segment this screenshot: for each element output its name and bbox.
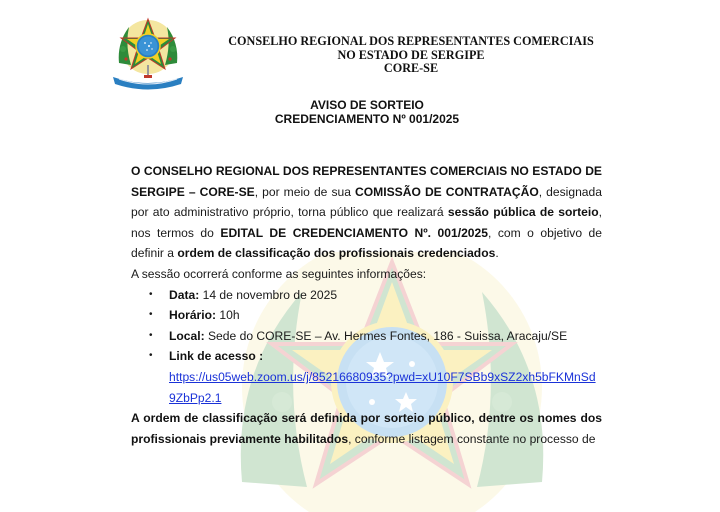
detail-access-link xyxy=(131,346,602,367)
bullet-icon: • xyxy=(149,329,153,341)
title-line-2: CREDENCIAMENTO Nº 001/2025 xyxy=(274,112,460,126)
organization-header xyxy=(200,35,622,76)
detail-label: Data: xyxy=(169,287,200,302)
detail-value: Sede do CORE-SE – Av. Hermes Fontes, 186 - Suissa, Aracaju/SE xyxy=(204,328,568,343)
bullet-icon: • xyxy=(149,288,153,300)
detail-label: Link de acesso : xyxy=(169,349,264,364)
intro-text: , nos termos do xyxy=(131,205,602,240)
title-line-1: AVISO DE SORTEIO xyxy=(310,98,424,112)
document-body xyxy=(131,161,602,449)
detail-value: 10h xyxy=(216,308,240,323)
intro-bold-commission: COMISSÃO DE CONTRATAÇÃO xyxy=(355,184,539,199)
detail-value: 14 de novembro de 2025 xyxy=(199,287,338,302)
brazil-coat-of-arms-icon xyxy=(111,13,185,93)
header-line-3: CORE-SE xyxy=(383,61,439,75)
closing-paragraph xyxy=(131,408,602,449)
zoom-meeting-link[interactable]: https://us05web.zoom.us/j/85216680935?pwd=xU10F7SBb9xSZ2xh5bFKMnSd9ZbPp2.1 xyxy=(169,369,596,405)
intro-text: , por meio de sua xyxy=(254,184,356,199)
bullet-icon: • xyxy=(149,350,153,362)
closing-bold: A ordem de classificação será definida por sorteio público, dentre os nomes dos profissionais previamente habilitados xyxy=(131,411,602,446)
bullet-icon: • xyxy=(149,309,153,321)
detail-label: Horário: xyxy=(169,308,217,323)
detail-location xyxy=(131,326,602,347)
intro-bold-edital: EDITAL DE CREDENCIAMENTO Nº. 001/2025 xyxy=(220,225,488,240)
detail-label: Local: xyxy=(169,328,205,343)
intro-text: , designada por ato administrativo próprio, torna público que realizará xyxy=(131,184,602,220)
intro-paragraph xyxy=(131,161,602,264)
intro-bold-order: ordem de classificação dos profissionais credenciados xyxy=(177,246,496,261)
detail-time xyxy=(131,305,602,326)
intro-bold-session: sessão pública de sorteio xyxy=(447,205,599,220)
header-line-2: NO ESTADO DE SERGIPE xyxy=(337,47,485,62)
intro-text: . xyxy=(495,246,499,261)
intro-bold-council: O CONSELHO REGIONAL DOS REPRESENTANTES COMERCIAIS NO ESTADO DE SERGIPE – CORE-SE xyxy=(131,164,602,199)
closing-text: , conforme listagem constante no processo de xyxy=(348,431,596,446)
session-details-list xyxy=(131,285,602,367)
document-title xyxy=(200,98,534,126)
session-intro: A sessão ocorrerá conforme as seguintes informações: xyxy=(131,266,427,281)
detail-date xyxy=(131,285,602,306)
header-line-1: CONSELHO REGIONAL DOS REPRESENTANTES COMERCIAIS xyxy=(228,34,594,48)
intro-text: , com o objetivo de definir a xyxy=(131,225,602,261)
